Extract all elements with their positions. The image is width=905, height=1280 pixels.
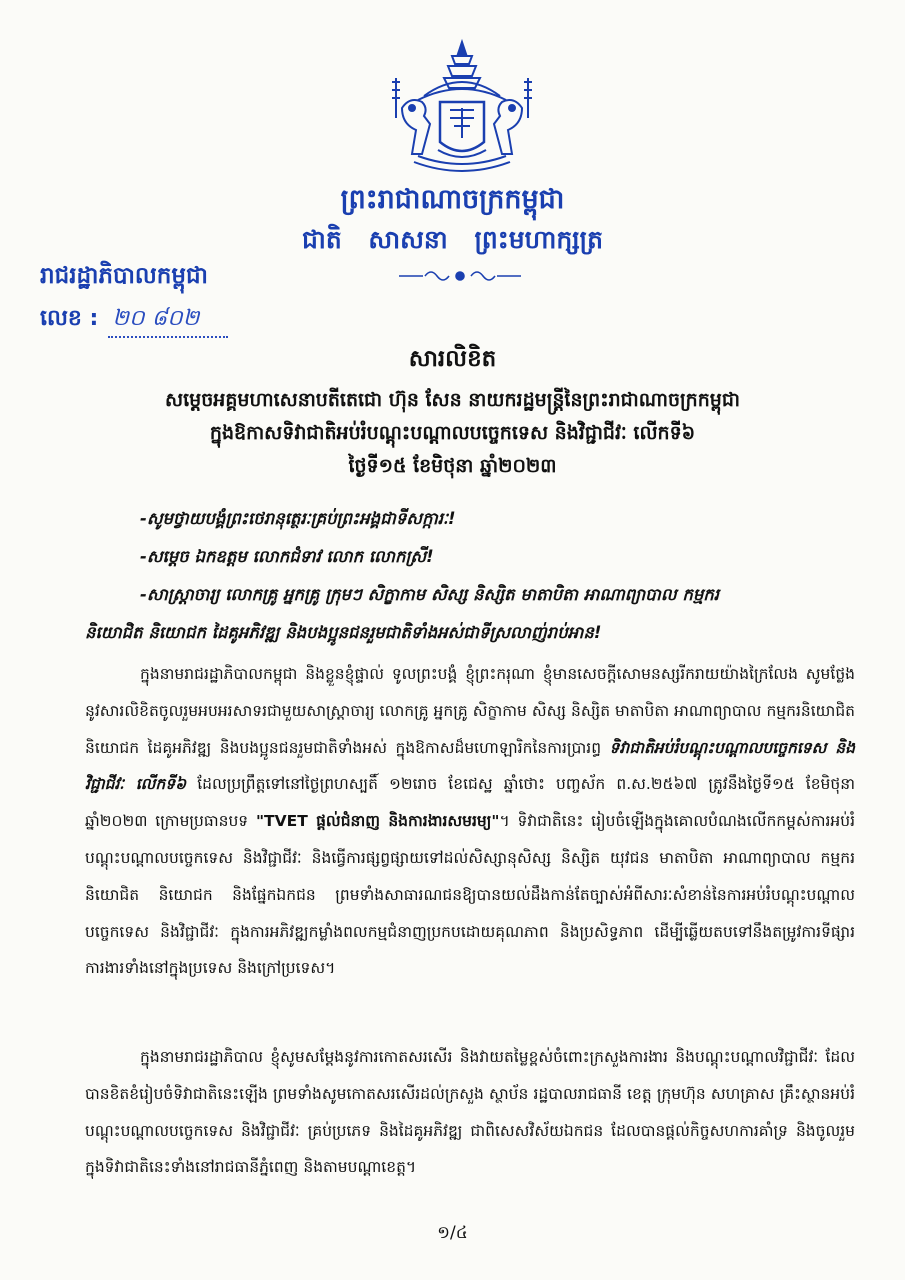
- greeting-line-3: -សាស្ត្រាចារ្យ លោកគ្រូ អ្នកគ្រូ ក្រុមៗ សិក្ខាកាម សិស្ស និស្សិត មាតាបិតា អាណាព្យាបាល កម្មករ: [140, 585, 720, 604]
- page-number: ១/៤: [437, 1223, 468, 1243]
- document-title: សារលិខិត: [408, 346, 497, 372]
- body-paragraph-1: [85, 656, 855, 987]
- issuing-authority: រាជរដ្ឋាភិបាលកម្ពុជា: [40, 263, 208, 289]
- national-motto: ជាតិ សាសនា ព្រះមហាក្សត្រ: [302, 225, 603, 254]
- royal-coat-of-arms-icon: [388, 38, 536, 188]
- p1-event-name: ទិវាជាតិអប់រំបណ្តុះបណ្តាលបច្ចេកទេស និងវិជ្ជាជីវៈ លើកទី៦: [85, 738, 855, 794]
- greeting-line-1: -សូមថ្វាយបង្គំព្រះថេរានុត្ថេរៈគ្រប់ព្រះអង្គជាទីសក្ការៈ!: [140, 509, 456, 528]
- reference-number: [40, 304, 228, 338]
- title-line-2: ក្នុងឱកាសទិវាជាតិអប់រំបណ្តុះបណ្តាលបច្ចេកទេស និងវិជ្ជាជីវៈ លើកទី៦: [209, 422, 696, 444]
- p1-text-e: ។ ទិវាជាតិនេះ រៀបចំឡើងក្នុងគោលបំណងលើកកម្ពស់ការអប់រំបណ្តុះបណ្តាលបច្ចេកទេស និងវិជ្ជាជីវៈ និងធ្វើការផ្សព្វផ្សាយទៅដល់សិស្សានុសិស្ស និស្សិត យុវជន មាតាបិតា អាណាព្យាបាល កម្មករនិយោជិត និយោជក និងផ្នែកឯកជន ព្រមទាំងសាធារណជនឱ្យបានយល់ដឹងកាន់តែច្បាស់អំពីសារៈសំខាន់នៃការអប់រំបណ្តុះបណ្តាលបច្ចេកទេស និងវិជ្ជាជីវៈ ក្នុងការអភិវឌ្ឍកម្លាំងពលកម្មជំនាញប្រកបដោយគុណភាព និងប្រសិទ្ធភាព ដើម្បីឆ្លើយតបទៅនឹងតម្រូវការទីផ្សារការងារទាំងនៅក្នុងប្រទេស និងក្រៅប្រទេស។: [85, 812, 855, 978]
- kingdom-name: ព្រះរាជាណាចក្រកម្ពុជា: [340, 184, 565, 215]
- decorative-divider-icon: [395, 268, 525, 284]
- title-line-3: ថ្ងៃទី១៥ ខែមិថុនា ឆ្នាំ២០២៣: [348, 455, 557, 477]
- body-paragraph-2: ក្នុងនាមរាជរដ្ឋាភិបាល ខ្ញុំសូមសម្តែងនូវការកោតសរសើរ និងវាយតម្លៃខ្ពស់ចំពោះក្រសួងការងារ និងបណ្តុះបណ្តាលវិជ្ជាជីវៈ ដែលបានខិតខំរៀបចំទិវាជាតិនេះឡើង ព្រមទាំងសូមកោតសរសើរដល់ក្រសួង ស្ថាប័ន រដ្ឋបាលរាជធានី ខេត្ត ក្រុមហ៊ុន សហគ្រាស គ្រឹះស្ថានអប់រំបណ្តុះបណ្តាលបច្ចេកទេស និងវិជ្ជាជីវៈ គ្រប់ប្រភេទ និងដៃគូអភិវឌ្ឍ ជាពិសេសវិស័យឯកជន ដែលបានផ្តល់កិច្ចសហការគាំទ្រ និងចូលរួមក្នុងទិវាជាតិនេះទាំងនៅរាជធានីភ្នំពេញ និងតាមបណ្តាខេត្ត។: [85, 1048, 855, 1177]
- p1-theme: "TVET ផ្តល់ជំនាញ និងការងារសមរម្យ": [255, 812, 500, 831]
- reference-label: លេខ :: [40, 306, 99, 331]
- title-line-1: សម្តេចអគ្គមហាសេនាបតីតេជោ ហ៊ុន សែន នាយករដ្ឋមន្ត្រីនៃព្រះរាជាណាចក្រកម្ពុជា: [165, 389, 740, 411]
- greeting-line-4: និយោជិត និយោជក ដៃគូអភិវឌ្ឍ និងបងប្អូនជនរួមជាតិទាំងអស់ជាទីស្រលាញ់រាប់អាន!: [85, 623, 602, 642]
- reference-value: ២០ ៨០២: [108, 304, 228, 338]
- greeting-line-2: -សម្តេច ឯកឧត្តម លោកជំទាវ លោក លោកស្រី!: [140, 547, 434, 566]
- p1-text-a: ក្នុងនាមរាជរដ្ឋាភិបាលកម្ពុជា និងខ្លួនខ្ញុំផ្ទាល់ ទូលព្រះបង្គំ ខ្ញុំព្រះករុណា ខ្ញុំមានសេចក្តីសោមនស្សរីករាយយ៉ាងក្រៃលែង សូមថ្លែងនូវសារលិខិតចូលរួមអបអរសាទរជាមួយសាស្ត្រាចារ្យ លោកគ្រូ អ្នកគ្រូ សិក្ខាកាម សិស្ស និស្សិត មាតាបិតា អាណាព្យាបាល កម្មករនិយោជិត និយោជក ដៃគូអភិវឌ្ឍ និងបងប្អូនជនរួមជាតិទាំងអស់ ក្នុងឱកាសដ៏មហោឡារិកនៃការប្រារព្ធ: [85, 665, 855, 757]
- p1-text-c: ដែលប្រព្រឹត្តទៅនៅថ្ងៃព្រហស្បតិ៍ ១២រោច ខែជេស្ឋ ឆ្នាំថោះ បញ្ចស័ក ព.ស.២៥៦៧ ត្រូវនឹងថ្ងៃទី១៥ ខែមិថុនា ឆ្នាំ២០២៣ ក្រោមប្រធានបទ: [85, 775, 855, 831]
